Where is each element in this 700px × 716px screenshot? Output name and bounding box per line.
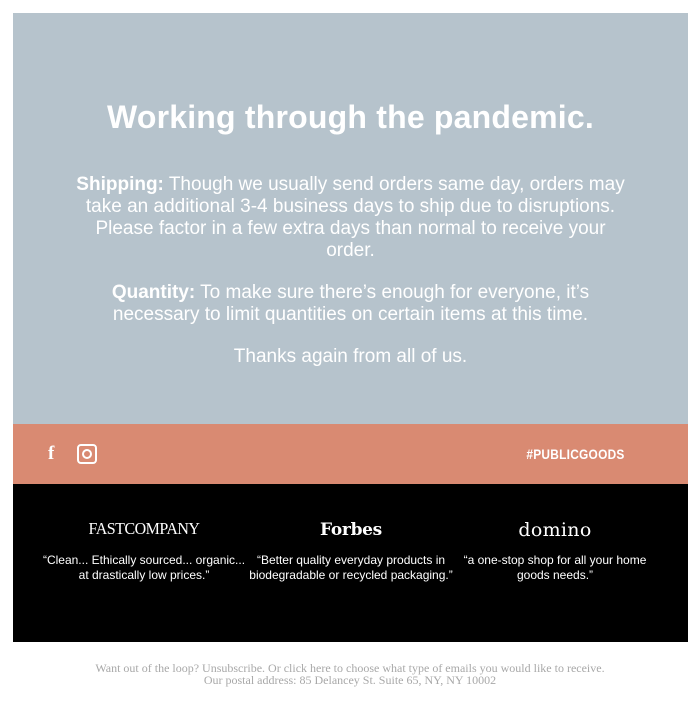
thanks-text: Thanks again from all of us. xyxy=(233,346,468,367)
press-item-fastcompany xyxy=(39,517,249,582)
hashtag-link[interactable]: #PUBLICGOODS xyxy=(526,446,625,462)
press-quote: “Clean... Ethically sourced... organic... at drastically low prices.” xyxy=(42,553,246,582)
postal-address: Our postal address: 85 Delancey St. Suite 65, NY, NY 10002 xyxy=(203,673,497,687)
domino-logo: domino xyxy=(518,519,592,541)
press-item-domino xyxy=(450,517,660,582)
press-quote: “a one-stop shop for all your home goods needs.” xyxy=(463,553,647,582)
email-body xyxy=(13,13,688,642)
quantity-text: To make sure there’s enough for everyone, it’s necessary to limit quantities on certain items at this time. xyxy=(112,282,590,325)
shipping-paragraph xyxy=(71,174,631,262)
press-quote: “Better quality everyday products in biodegradable or recycled packaging.” xyxy=(249,553,453,582)
instagram-icon[interactable] xyxy=(77,444,97,464)
shipping-label: Shipping: xyxy=(76,174,164,195)
press-section xyxy=(13,484,688,642)
quantity-label: Quantity: xyxy=(111,282,196,303)
shipping-text: Though we usually send orders same day, orders may take an additional 3-4 business days to ship due to disruptions. Please factor in a few extra days than normal to receive your order. xyxy=(85,174,625,261)
facebook-icon[interactable]: f xyxy=(48,443,55,464)
quantity-paragraph xyxy=(71,282,631,326)
fastcompany-logo: FASTCOMPANY xyxy=(88,520,200,539)
email-footer xyxy=(0,662,700,686)
forbes-logo: Forbes xyxy=(320,520,382,540)
notice-title: Working through the pandemic. xyxy=(107,99,594,135)
unsubscribe-line[interactable]: Want out of the loop? Unsubscribe. Or click here to choose what type of emails you would like to receive. xyxy=(95,661,605,675)
social-bar xyxy=(13,424,688,484)
press-item-forbes xyxy=(246,517,456,582)
pandemic-notice xyxy=(13,13,688,424)
